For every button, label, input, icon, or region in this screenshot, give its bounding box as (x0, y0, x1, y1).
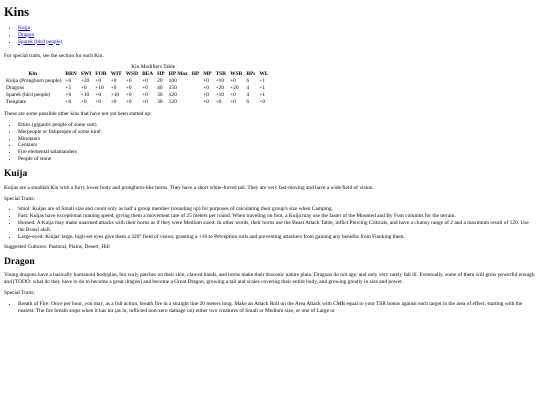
table-cell: +0 (230, 92, 236, 98)
intro-text: For special traits, see the section for each Kin. (4, 53, 104, 60)
table-row (4, 85, 270, 92)
table-cell (190, 78, 202, 85)
table-cell: +10 (215, 78, 225, 85)
table-cell: 6 (246, 78, 250, 85)
possible-kins-list (4, 122, 536, 163)
column-header: SWI (80, 71, 92, 78)
kuija-cultures: Suggested Cultures: Pastoral, Plains, Desert, Hill (4, 243, 110, 250)
column-header: BEA (142, 71, 154, 78)
list-item: • Ettins (gigantic people of some sort) (18, 122, 536, 129)
list-item: • Fire elemental salamanders (18, 149, 536, 156)
toc-item (18, 32, 536, 39)
list-item: • Horned: A Kuija may make unarmed attacks with their horns as if they were Medium sized. In other words, their horns use the Beast Attack Table, inflict Piercing Criticals, and have a clumsy range of 2 and a maximum result of 120. Use the Brawl skill. (18, 220, 536, 234)
table-cell: Kuija (Pronghorn people) (6, 78, 62, 85)
column-header: Kin (28, 71, 38, 78)
possible-kins-intro: These are some possible other kins that have not yet been statted up: (4, 110, 152, 117)
table-cell: 6 (246, 98, 250, 105)
table-cell: +1 (259, 92, 266, 98)
table-cell: +0 (110, 98, 117, 105)
column-header: TSR (215, 71, 227, 78)
table-cell: +0 (65, 92, 72, 98)
table-cell: +0 (125, 78, 132, 85)
section-heading-kuija: Kuija (4, 169, 28, 180)
column-header: FOR (95, 71, 107, 78)
table-cell: +0 (203, 85, 209, 92)
column-header: HP Max (168, 71, 188, 78)
table-cell: +0 (230, 78, 236, 85)
section-heading-dragon: Dragon (4, 256, 35, 267)
table-cell: +0 (80, 98, 87, 105)
table-cell: +0 (142, 92, 148, 98)
column-header: MP (203, 71, 212, 78)
table-cell: Sparek (bird people) (6, 92, 51, 98)
table-cell: +5 (65, 85, 72, 92)
table-cell: 150 (168, 85, 177, 92)
table-cell: +1 (259, 78, 266, 85)
table-cell: +0 (65, 98, 72, 105)
list-item: • People of stone (18, 156, 536, 163)
table-cell: +0 (95, 92, 102, 98)
table-cell: 30 (157, 92, 163, 98)
table-row (4, 78, 270, 85)
table-cell: +0 (259, 98, 266, 105)
table-cell: 120 (168, 98, 177, 105)
table-cell (190, 99, 202, 106)
table-cell: 100 (168, 78, 177, 85)
toc-link-dragon[interactable]: Dragon (18, 31, 35, 38)
table-cell: +10 (80, 92, 90, 98)
table-cell: +20 (80, 78, 90, 85)
table-cell: Template (6, 98, 26, 105)
table-cell: +0 (95, 98, 102, 105)
list-item: • Merpeople or fishpeople of some kind (18, 129, 536, 136)
table-cell: +0 (203, 98, 209, 105)
table-cell: +10 (215, 92, 225, 98)
table-cell: +0 (125, 98, 132, 105)
table-cell: +10 (95, 85, 104, 92)
kuija-traits-list (4, 206, 536, 241)
table-cell: +0 (110, 85, 117, 92)
list-item: • Fast: Kuijas have exceptional running speed, giving them a movement rate of 25 meters per round. When traveling on foot, a Kuija may use the faster of the Mounted and By Foot columns for the terrain. (18, 213, 536, 220)
toc-link-kuija[interactable]: Kuija (18, 24, 30, 31)
table-cell: Dragons (6, 85, 25, 92)
toc-link-sparek[interactable]: Sparek (bird people) (18, 38, 63, 45)
column-header: BPs (246, 71, 256, 78)
table-cell: +0 (142, 85, 148, 92)
table-of-contents (4, 25, 536, 46)
toc-item (18, 25, 536, 32)
table-cell: +0 (142, 98, 148, 105)
table-cell: +0 (142, 78, 148, 85)
column-header: WIT (110, 71, 122, 78)
table-cell: +0 (110, 78, 117, 85)
list-item: • Large-eyed: Kuijas' large, high-set eyes give them a 320° field of vision, granting a +10 to Perception rolls and preventing attackers from gaining any benefits from Flanking them. (18, 234, 536, 241)
column-header: WL (259, 71, 269, 78)
table-cell: +0 (203, 78, 209, 85)
table-cell: +10 (110, 92, 120, 98)
table-cell (190, 85, 202, 92)
list-item: • Breath of Fire: Once per hour, you may, as a full action, breath fire in a straight line 20 meters long. Make an Attack Roll on the Area Attack with CMB equal to your TSR bonus against each target in the area of effect, starting with the nearest. The fire breath stops when it has hit (as in, inflicted non-zero damage on) either two creatures of Small or Medium size, or one of Large or (18, 301, 536, 315)
column-header: HP (191, 71, 200, 78)
column-header: BRN (65, 71, 77, 78)
toc-item (18, 39, 536, 46)
list-item: • Minotaurs (18, 136, 536, 143)
table-caption: Kin Modifiers Table (131, 64, 176, 71)
table-cell: +0 (215, 98, 222, 105)
column-header: HP (157, 71, 165, 78)
table-cell: +20 (230, 85, 239, 92)
kuija-description: Kuijas are a smallish Kin with a furry lower body and pronghorn-like horns. They have a short white-furred tail. They are very fast-moving and have a wide field of vision. (4, 184, 374, 191)
column-header: WSR (230, 71, 243, 78)
dragon-traits-label: Special Traits: (4, 290, 35, 297)
table-cell: 30 (157, 98, 163, 105)
table-cell: 40 (157, 85, 163, 92)
table-cell: +0 (65, 78, 72, 85)
table-cell: +0 (230, 98, 236, 105)
table-cell: +0 (125, 92, 132, 98)
column-header: WSD (125, 71, 139, 78)
table-cell: +0 (95, 78, 102, 85)
table-row (4, 92, 270, 99)
table-cell: 4 (246, 92, 250, 98)
table-cell: 120 (168, 92, 177, 98)
table-cell: 4 (246, 85, 250, 92)
list-item: • Smol: Kuijas are of Small size and count only as half a group member (rounding up) for purposes of calculating their group's size when Camping. (18, 206, 536, 213)
table-cell: +0 (125, 85, 132, 92)
kuija-traits-label: Special Traits: (4, 195, 35, 202)
page-title: Kins (4, 5, 30, 19)
list-item: • Centaurs (18, 142, 536, 149)
table-cell: +1 (259, 85, 266, 92)
table-cell: 20 (157, 78, 163, 85)
table-cell (190, 92, 202, 99)
kin-modifiers-table (4, 64, 270, 105)
dragon-traits-list (4, 301, 536, 315)
table-row (4, 99, 270, 106)
table-cell: +20 (215, 85, 225, 92)
dragon-description: Young dragons have a basically humanoid bodyplan, but scaly patches on their skin, clawed hands, and horns make their draconic nature plain. Dragons do not age, and only very rarely fall ill. Eventually, some of them will grow powerful enough and [TODO: what do they have to do to become a great dragon] and become a Great Dragon, growing a tail and scales covering their entire body, and growing greatly in size and power. (4, 272, 535, 286)
table-cell: +0 (203, 92, 209, 98)
table-cell: +0 (80, 85, 87, 92)
